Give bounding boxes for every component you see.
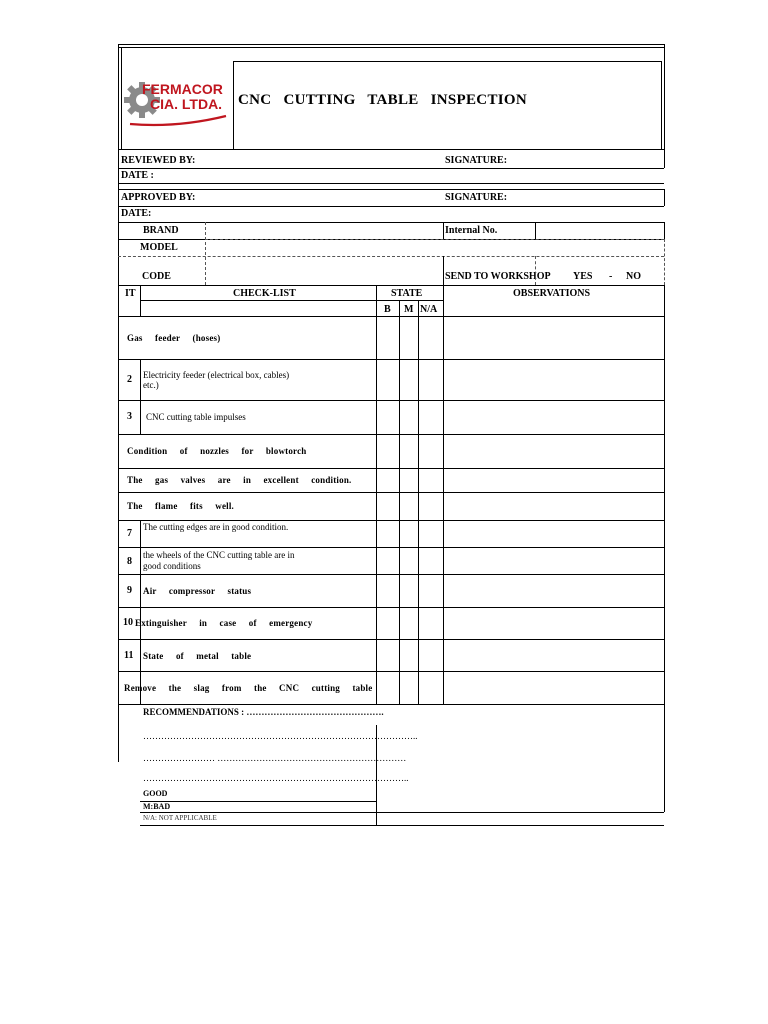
state-na-header: N/A <box>420 304 438 315</box>
legend-good: GOOD <box>143 789 168 798</box>
signature-label-1: SIGNATURE: <box>445 155 508 166</box>
item-number: 2 <box>127 374 132 385</box>
item-text: Remove the slag from the CNC cutting table <box>124 683 373 693</box>
legend-na: N/A: NOT APPLICABLE <box>143 814 217 822</box>
item-number: 8 <box>127 556 132 567</box>
observations-header: OBSERVATIONS <box>513 288 591 299</box>
dash-separator: - <box>609 271 613 282</box>
date-label-2: DATE: <box>121 208 152 219</box>
item-text-line2: etc.) <box>143 380 159 390</box>
item-number: 7 <box>127 528 132 539</box>
it-header: IT <box>125 288 136 299</box>
item-text: Gas feeder (hoses) <box>127 333 221 343</box>
item-text-line2: good conditions <box>143 561 201 571</box>
item-text: Extinguisher in case of emergency <box>135 618 313 628</box>
item-number: 10 <box>123 617 133 628</box>
recommendations-label: RECOMMENDATIONS : ………………………………………. <box>143 707 384 717</box>
yes-option[interactable]: YES <box>573 271 593 282</box>
item-text: Air compressor status <box>143 586 252 596</box>
no-option[interactable]: NO <box>626 271 641 282</box>
reviewed-by-label: REVIEWED BY: <box>121 155 196 166</box>
recommendation-line-2[interactable]: …………………… ……………………………………………………… <box>143 753 407 763</box>
item-number: 3 <box>127 411 132 422</box>
item-text: The gas valves are in excellent condition. <box>127 475 352 485</box>
item-text: Condition of nozzles for blowtorch <box>127 446 307 456</box>
state-b-header: B <box>384 304 391 315</box>
logo-swoosh <box>122 114 232 128</box>
state-header: STATE <box>391 288 423 299</box>
item-text: The cutting edges are in good condition. <box>143 522 289 532</box>
item-number: 9 <box>127 585 132 596</box>
model-label: MODEL <box>140 242 178 253</box>
recommendation-line-1[interactable]: ……………………………………………………………………………….. <box>143 731 418 741</box>
recommendation-line-3[interactable]: …………………………………………………………………………….. <box>143 773 409 783</box>
logo-line-1: FERMACOR <box>142 81 223 97</box>
signature-label-2: SIGNATURE: <box>445 192 508 203</box>
item-text: Electricity feeder (electrical box, cables) <box>143 370 290 380</box>
page-title: CNC CUTTING TABLE INSPECTION <box>238 92 527 108</box>
code-label: CODE <box>142 271 171 282</box>
item-number: 11 <box>124 650 134 661</box>
item-text: CNC cutting table impulses <box>146 412 246 422</box>
approved-by-label: APPROVED BY: <box>121 192 196 203</box>
item-text: The flame fits well. <box>127 501 234 511</box>
company-logo <box>122 72 232 128</box>
state-m-header: M <box>404 304 414 315</box>
item-text: the wheels of the CNC cutting table are in <box>143 550 295 560</box>
internal-no-label: Internal No. <box>445 225 498 236</box>
logo-line-2: CIA. LTDA. <box>150 96 223 112</box>
date-label-1: DATE : <box>121 170 154 181</box>
send-to-workshop-label: SEND TO WORKSHOP <box>445 271 551 282</box>
item-text: State of metal table <box>143 651 252 661</box>
checklist-header: CHECK-LIST <box>233 288 296 299</box>
legend-bad: M:BAD <box>143 802 171 811</box>
brand-label: BRAND <box>143 225 179 236</box>
